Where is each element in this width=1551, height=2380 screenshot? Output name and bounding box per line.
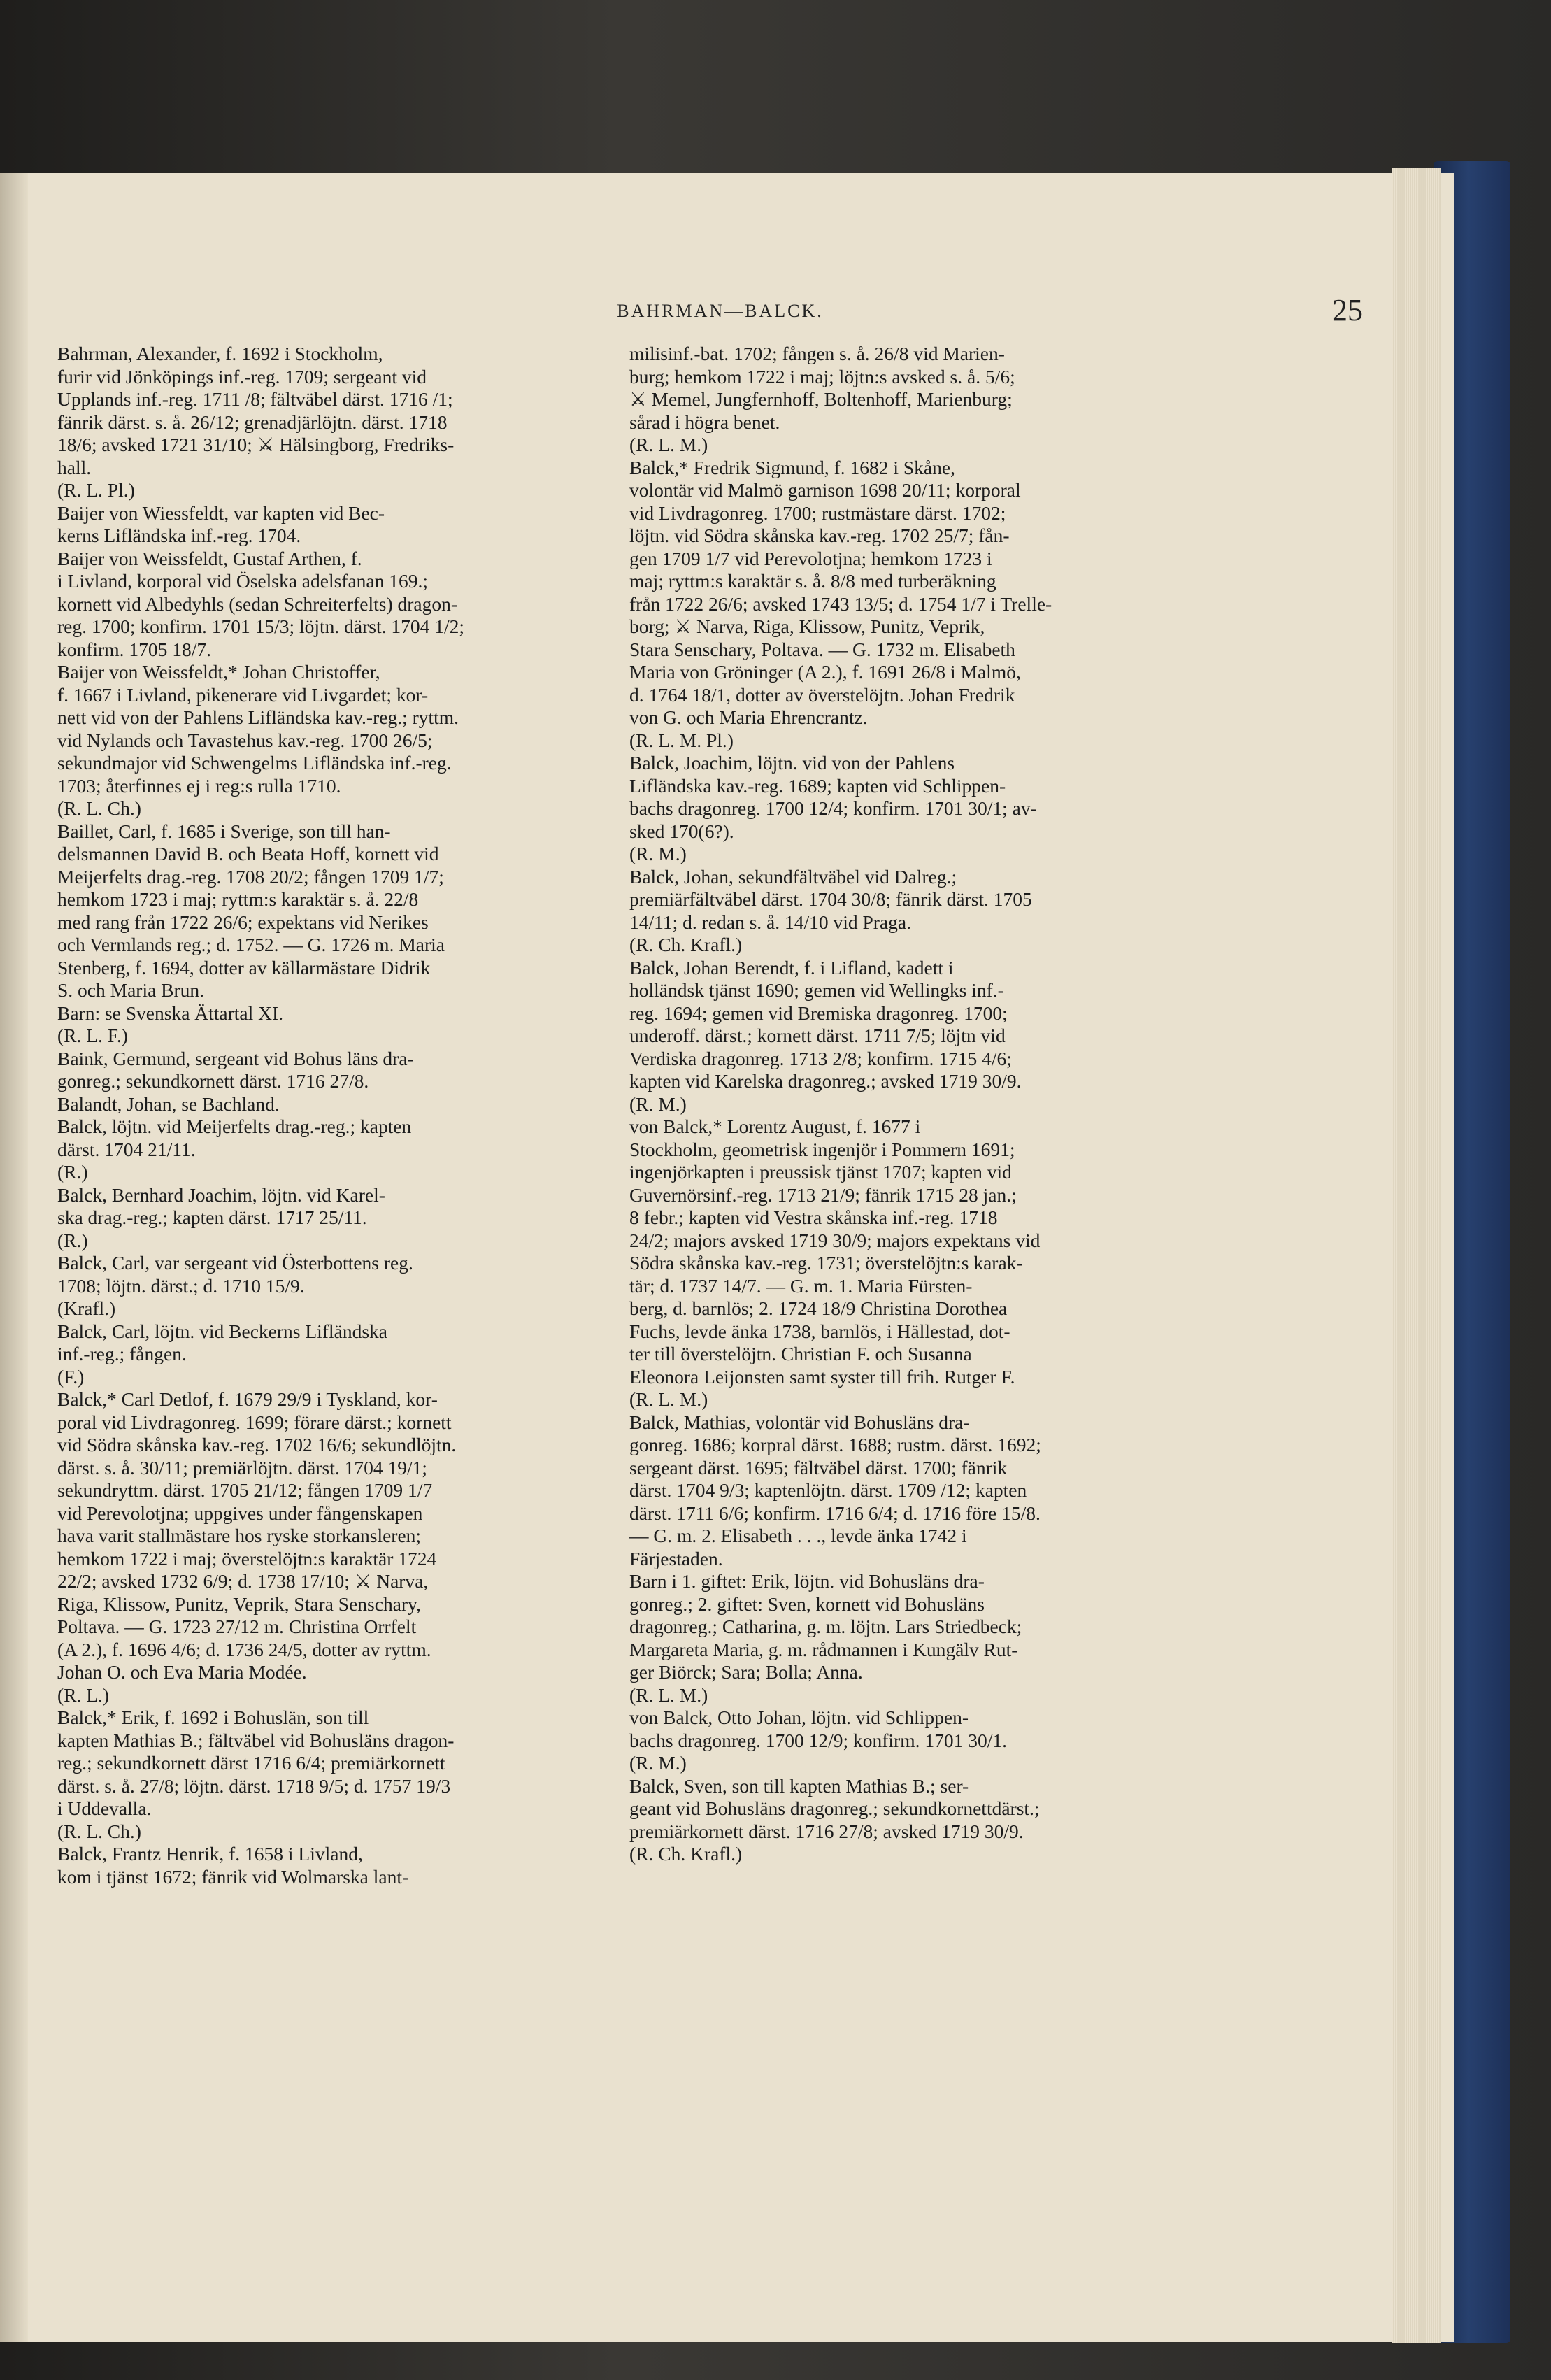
text-line: 1708; löjtn. därst.; d. 1710 15/9. <box>57 1274 305 1297</box>
text-line: Barn: se Svenska Ättartal XI. <box>57 1002 284 1024</box>
text-line: vid Livdragonreg. 1700; rustmästare därst. 1702; <box>629 501 1006 524</box>
text-line: kornett vid Albedyhls (sedan Schreiterfelts) dragon- <box>57 592 457 615</box>
text-line: kom i tjänst 1672; fänrik vid Wolmarska lant- <box>57 1865 409 1888</box>
text-line: (R. M.) <box>629 1092 687 1115</box>
text-line: vid Perevolotjna; uppgives under fångenskapen <box>57 1502 423 1524</box>
text-line: Guvernörsinf.-reg. 1713 21/9; fänrik 1715 28 jan.; <box>629 1183 1017 1206</box>
text-line: med rang från 1722 26/6; expektans vid Nerikes <box>57 911 429 933</box>
text-line: från 1722 26/6; avsked 1743 13/5; d. 1754 1/7 i Trelle- <box>629 592 1052 615</box>
text-line: geant vid Bohusläns dragonreg.; sekundkornettdärst.; <box>629 1797 1040 1819</box>
text-line: fänrik därst. s. å. 26/12; grenadjärlöjtn. därst. 1718 <box>57 411 448 433</box>
text-line: hemkom 1722 i maj; överstelöjtn:s karaktär 1724 <box>57 1547 437 1569</box>
text-line: Maria von Gröninger (A 2.), f. 1691 26/8 i Malmö, <box>629 661 1021 683</box>
text-line: 24/2; majors avsked 1719 30/9; majors expektans vid <box>629 1229 1041 1251</box>
text-line: (R. M.) <box>629 1752 687 1774</box>
text-line: Balck, Carl, var sergeant vid Österbottens reg. <box>57 1252 413 1274</box>
text-line: reg. 1700; konfirm. 1701 15/3; löjtn. därst. 1704 1/2; <box>57 615 465 637</box>
text-line: (R. Ch. Krafl.) <box>629 934 743 955</box>
text-line: Balck, Bernhard Joachim, löjtn. vid Karel- <box>57 1183 385 1206</box>
text-line: bachs dragonreg. 1700 12/9; konfirm. 1701 30/1. <box>629 1729 1007 1751</box>
text-line: konfirm. 1705 18/7. <box>57 638 211 660</box>
text-line: ska drag.-reg.; kapten därst. 1717 25/11. <box>57 1206 367 1228</box>
text-line: 8 febr.; kapten vid Vestra skånska inf.-reg. 1718 <box>629 1206 998 1228</box>
text-line: (R. M.) <box>629 843 687 864</box>
text-line: Stara Senschary, Poltava. — G. 1732 m. Elisabeth <box>629 638 1015 660</box>
text-line: i Livland, korporal vid Öselska adelsfanan 169.; <box>57 570 429 592</box>
text-line: (R. L. M. Pl.) <box>629 729 734 751</box>
text-line: 14/11; d. redan s. å. 14/10 vid Praga. <box>629 911 912 933</box>
text-line: borg; ⚔ Narva, Riga, Klissow, Punitz, Veprik, <box>629 615 985 637</box>
text-line: hall. <box>57 456 92 478</box>
text-line: von G. och Maria Ehrencrantz. <box>629 706 868 728</box>
text-line: inf.-reg.; fången. <box>57 1343 187 1364</box>
text-line: berg, d. barnlös; 2. 1724 18/9 Christina Dorothea <box>629 1297 1008 1319</box>
text-line: kerns Lifländska inf.-reg. 1704. <box>57 525 301 546</box>
text-line: (Krafl.) <box>57 1297 116 1319</box>
text-line: gen 1709 1/7 vid Perevolotjna; hemkom 1723 i <box>629 547 992 569</box>
text-line: Meijerfelts drag.-reg. 1708 20/2; fången 1709 1/7; <box>57 865 444 888</box>
text-line: (R.) <box>57 1229 88 1251</box>
text-line: gonreg. 1686; korpral därst. 1688; rustm. därst. 1692; <box>629 1434 1041 1455</box>
text-line: (R. L.) <box>57 1683 110 1706</box>
text-line: gonreg.; sekundkornett därst. 1716 27/8. <box>57 1070 369 1092</box>
text-line: Bahrman, Alexander, f. 1692 i Stockholm, <box>57 343 383 364</box>
text-line: Balck, Carl, löjtn. vid Beckerns Lifländska <box>57 1320 387 1342</box>
text-line: i Uddevalla. <box>57 1797 152 1819</box>
text-line: ⚔ Memel, Jungfernhoff, Boltenhoff, Marienburg; <box>629 388 1013 410</box>
text-line: von Balck,* Lorentz August, f. 1677 i <box>629 1116 921 1137</box>
text-line: och Vermlands reg.; d. 1752. — G. 1726 m. Maria <box>57 934 445 955</box>
text-line: Södra skånska kav.-reg. 1731; överstelöjtn:s karak- <box>629 1252 1023 1274</box>
text-line: Verdiska dragonreg. 1713 2/8; konfirm. 1715 4/6; <box>629 1047 1012 1069</box>
text-line: Upplands inf.-reg. 1711 /8; fältväbel därst. 1716 /1; <box>57 388 453 410</box>
text-line: Balck, Sven, son till kapten Mathias B.; ser- <box>629 1774 969 1797</box>
text-line: Balck, Joachim, löjtn. vid von der Pahlens <box>629 752 955 774</box>
text-line: d. 1764 18/1, dotter av överstelöjtn. Johan Fredrik <box>629 683 1015 706</box>
page-number: 25 <box>1332 293 1363 327</box>
text-line: sekundmajor vid Schwengelms Lifländska inf.-reg. <box>57 752 452 774</box>
text-line: Poltava. — G. 1723 27/12 m. Christina Orrfelt <box>57 1616 417 1637</box>
text-line: hava varit stallmästare hos ryske storkansleren; <box>57 1525 422 1546</box>
text-line: underoff. därst.; kornett därst. 1711 7/5; löjtn vid <box>629 1025 1006 1046</box>
text-line: 1703; återfinnes ej i reg:s rulla 1710. <box>57 774 341 797</box>
text-line: Baijer von Weissfeldt,* Johan Christoffer, <box>57 661 380 683</box>
text-line: kapten vid Karelska dragonreg.; avsked 1719 30/9. <box>629 1070 1022 1092</box>
text-line: Eleonora Leijonsten samt syster till frih. Rutger F. <box>629 1365 1015 1388</box>
text-line: vid Nylands och Tavastehus kav.-reg. 1700 26/5; <box>57 729 433 751</box>
text-line: (R. L. Pl.) <box>57 479 135 501</box>
text-line: (R. L. F.) <box>57 1025 128 1046</box>
text-line: Balck,* Fredrik Sigmund, f. 1682 i Skåne, <box>629 456 955 478</box>
text-line: Johan O. och Eva Maria Modée. <box>57 1661 307 1683</box>
text-line: därst. s. å. 30/11; premiärlöjtn. därst. 1704 19/1; <box>57 1456 428 1478</box>
text-line: därst. 1704 9/3; kaptenlöjtn. därst. 1709 /12; kapten <box>629 1479 1027 1501</box>
text-line: sekundryttm. därst. 1705 21/12; fången 1709 1/7 <box>57 1479 433 1501</box>
text-line: Baillet, Carl, f. 1685 i Sverige, son till han- <box>57 820 391 842</box>
text-line: reg.; sekundkornett därst 1716 6/4; premiärkornett <box>57 1752 445 1774</box>
text-line: (R. L. Ch.) <box>57 1820 141 1842</box>
text-line: reg. 1694; gemen vid Bremiska dragonreg. 1700; <box>629 1002 1008 1024</box>
text-line: 18/6; avsked 1721 31/10; ⚔ Hälsingborg, Fredriks- <box>57 434 455 455</box>
text-line: Balck,* Erik, f. 1692 i Bohuslän, son till <box>57 1706 369 1728</box>
right-text-column <box>629 343 1168 1866</box>
left-text-column <box>57 343 596 1888</box>
text-line: Baijer von Weissfeldt, Gustaf Arthen, f. <box>57 547 362 569</box>
text-line: gonreg.; 2. giftet: Sven, kornett vid Bohusläns <box>629 1592 985 1615</box>
text-line: Färjestaden. <box>629 1547 723 1569</box>
text-line: furir vid Jönköpings inf.-reg. 1709; sergeant vid <box>57 365 427 387</box>
text-line: poral vid Livdragonreg. 1699; förare därst.; kornett <box>57 1411 452 1433</box>
text-line: Baink, Germund, sergeant vid Bohus läns dra- <box>57 1047 414 1069</box>
text-line: Barn i 1. giftet: Erik, löjtn. vid Bohusläns dra- <box>629 1570 985 1592</box>
text-line: holländsk tjänst 1690; gemen vid Wellingks inf.- <box>629 979 1004 1001</box>
text-line: ger Biörck; Sara; Bolla; Anna. <box>629 1661 863 1683</box>
text-line: tär; d. 1737 14/7. — G. m. 1. Maria Fürsten- <box>629 1274 973 1297</box>
text-line: (R.) <box>57 1161 88 1183</box>
text-line: sked 170(6?). <box>629 820 734 842</box>
text-line: S. och Maria Brun. <box>57 979 205 1001</box>
text-line: 22/2; avsked 1732 6/9; d. 1738 17/10; ⚔ Narva, <box>57 1570 429 1592</box>
text-line: Balck, Johan Berendt, f. i Lifland, kadett i <box>629 956 954 978</box>
text-line: (R. L. Ch.) <box>57 797 141 819</box>
text-line: premiärkornett därst. 1716 27/8; avsked 1719 30/9. <box>629 1820 1024 1842</box>
text-line: (F.) <box>57 1365 85 1388</box>
text-line: Balck,* Carl Detlof, f. 1679 29/9 i Tyskland, kor- <box>57 1388 438 1410</box>
text-line: bachs dragonreg. 1700 12/4; konfirm. 1701 30/1; av- <box>629 797 1037 819</box>
text-line: Fuchs, levde änka 1738, barnlös, i Hällestad, dot- <box>629 1320 1010 1342</box>
text-line: kapten Mathias B.; fältväbel vid Bohusläns dragon- <box>57 1729 455 1751</box>
text-line: därst. s. å. 27/8; löjtn. därst. 1718 9/5; d. 1757 19/3 <box>57 1774 451 1797</box>
text-line: delsmannen David B. och Beata Hoff, kornett vid <box>57 843 439 864</box>
text-line: Balck, Johan, sekundfältväbel vid Dalreg.; <box>629 865 957 888</box>
text-line: nett vid von der Pahlens Lifländska kav.-reg.; ryttm. <box>57 706 459 728</box>
text-line: Balck, Frantz Henrik, f. 1658 i Livland, <box>57 1843 363 1865</box>
facing-page-edge <box>0 173 28 2342</box>
text-line: f. 1667 i Livland, pikenerare vid Livgardet; kor- <box>57 683 429 706</box>
text-line: von Balck, Otto Johan, löjtn. vid Schlippen- <box>629 1706 969 1728</box>
text-line: volontär vid Malmö garnison 1698 20/11; korporal <box>629 479 1021 501</box>
text-line: milisinf.-bat. 1702; fången s. å. 26/8 vid Marien- <box>629 343 1005 364</box>
text-line: Riga, Klissow, Punitz, Veprik, Stara Senschary, <box>57 1592 421 1615</box>
text-line: därst. 1711 6/6; konfirm. 1716 6/4; d. 1716 före 15/8. <box>629 1502 1041 1524</box>
text-line: löjtn. vid Södra skånska kav.-reg. 1702 25/7; fån- <box>629 525 1010 546</box>
text-line: (R. L. M.) <box>629 1388 708 1410</box>
page-edges <box>1392 168 1441 2343</box>
text-line: Stockholm, geometrisk ingenjör i Pommern 1691; <box>629 1138 1015 1160</box>
text-line: Lifländska kav.-reg. 1689; kapten vid Schlippen- <box>629 774 1006 797</box>
text-line: (A 2.), f. 1696 4/6; d. 1736 24/5, dotter av ryttm. <box>57 1638 431 1660</box>
text-line: premiärfältväbel därst. 1704 30/8; fänrik därst. 1705 <box>629 888 1032 910</box>
text-line: Margareta Maria, g. m. rådmannen i Kungälv Rut- <box>629 1638 1018 1660</box>
running-header: BAHRMAN—BALCK. <box>617 301 824 321</box>
text-line: Balck, löjtn. vid Meijerfelts drag.-reg.; kapten <box>57 1116 412 1137</box>
text-line: Balandt, Johan, se Bachland. <box>57 1092 280 1115</box>
text-line: hemkom 1723 i maj; ryttm:s karaktär s. å. 22/8 <box>57 888 419 910</box>
text-line: därst. 1704 21/11. <box>57 1138 196 1160</box>
text-line: sergeant därst. 1695; fältväbel därst. 1700; fänrik <box>629 1456 1008 1478</box>
text-line: (R. Ch. Krafl.) <box>629 1843 743 1865</box>
text-line: Balck, Mathias, volontär vid Bohusläns dra- <box>629 1411 970 1433</box>
text-line: maj; ryttm:s karaktär s. å. 8/8 med turberäkning <box>629 570 996 592</box>
text-line: (R. L. M.) <box>629 1683 708 1706</box>
text-line: ingenjörkapten i preussisk tjänst 1707; kapten vid <box>629 1161 1012 1183</box>
text-line: Stenberg, f. 1694, dotter av källarmästare Didrik <box>57 956 431 978</box>
text-line: Baijer von Wiessfeldt, var kapten vid Bec- <box>57 501 385 524</box>
text-line: sårad i högra benet. <box>629 411 780 433</box>
text-line: dragonreg.; Catharina, g. m. löjtn. Lars Striedbeck; <box>629 1616 1022 1637</box>
text-line: vid Södra skånska kav.-reg. 1702 16/6; sekundlöjtn. <box>57 1434 457 1455</box>
text-line: burg; hemkom 1722 i maj; löjtn:s avsked s. å. 5/6; <box>629 365 1015 387</box>
text-line: (R. L. M.) <box>629 434 708 455</box>
text-line: ter till överstelöjtn. Christian F. och Susanna <box>629 1343 972 1364</box>
text-line: — G. m. 2. Elisabeth . . ., levde änka 1742 i <box>629 1525 967 1546</box>
